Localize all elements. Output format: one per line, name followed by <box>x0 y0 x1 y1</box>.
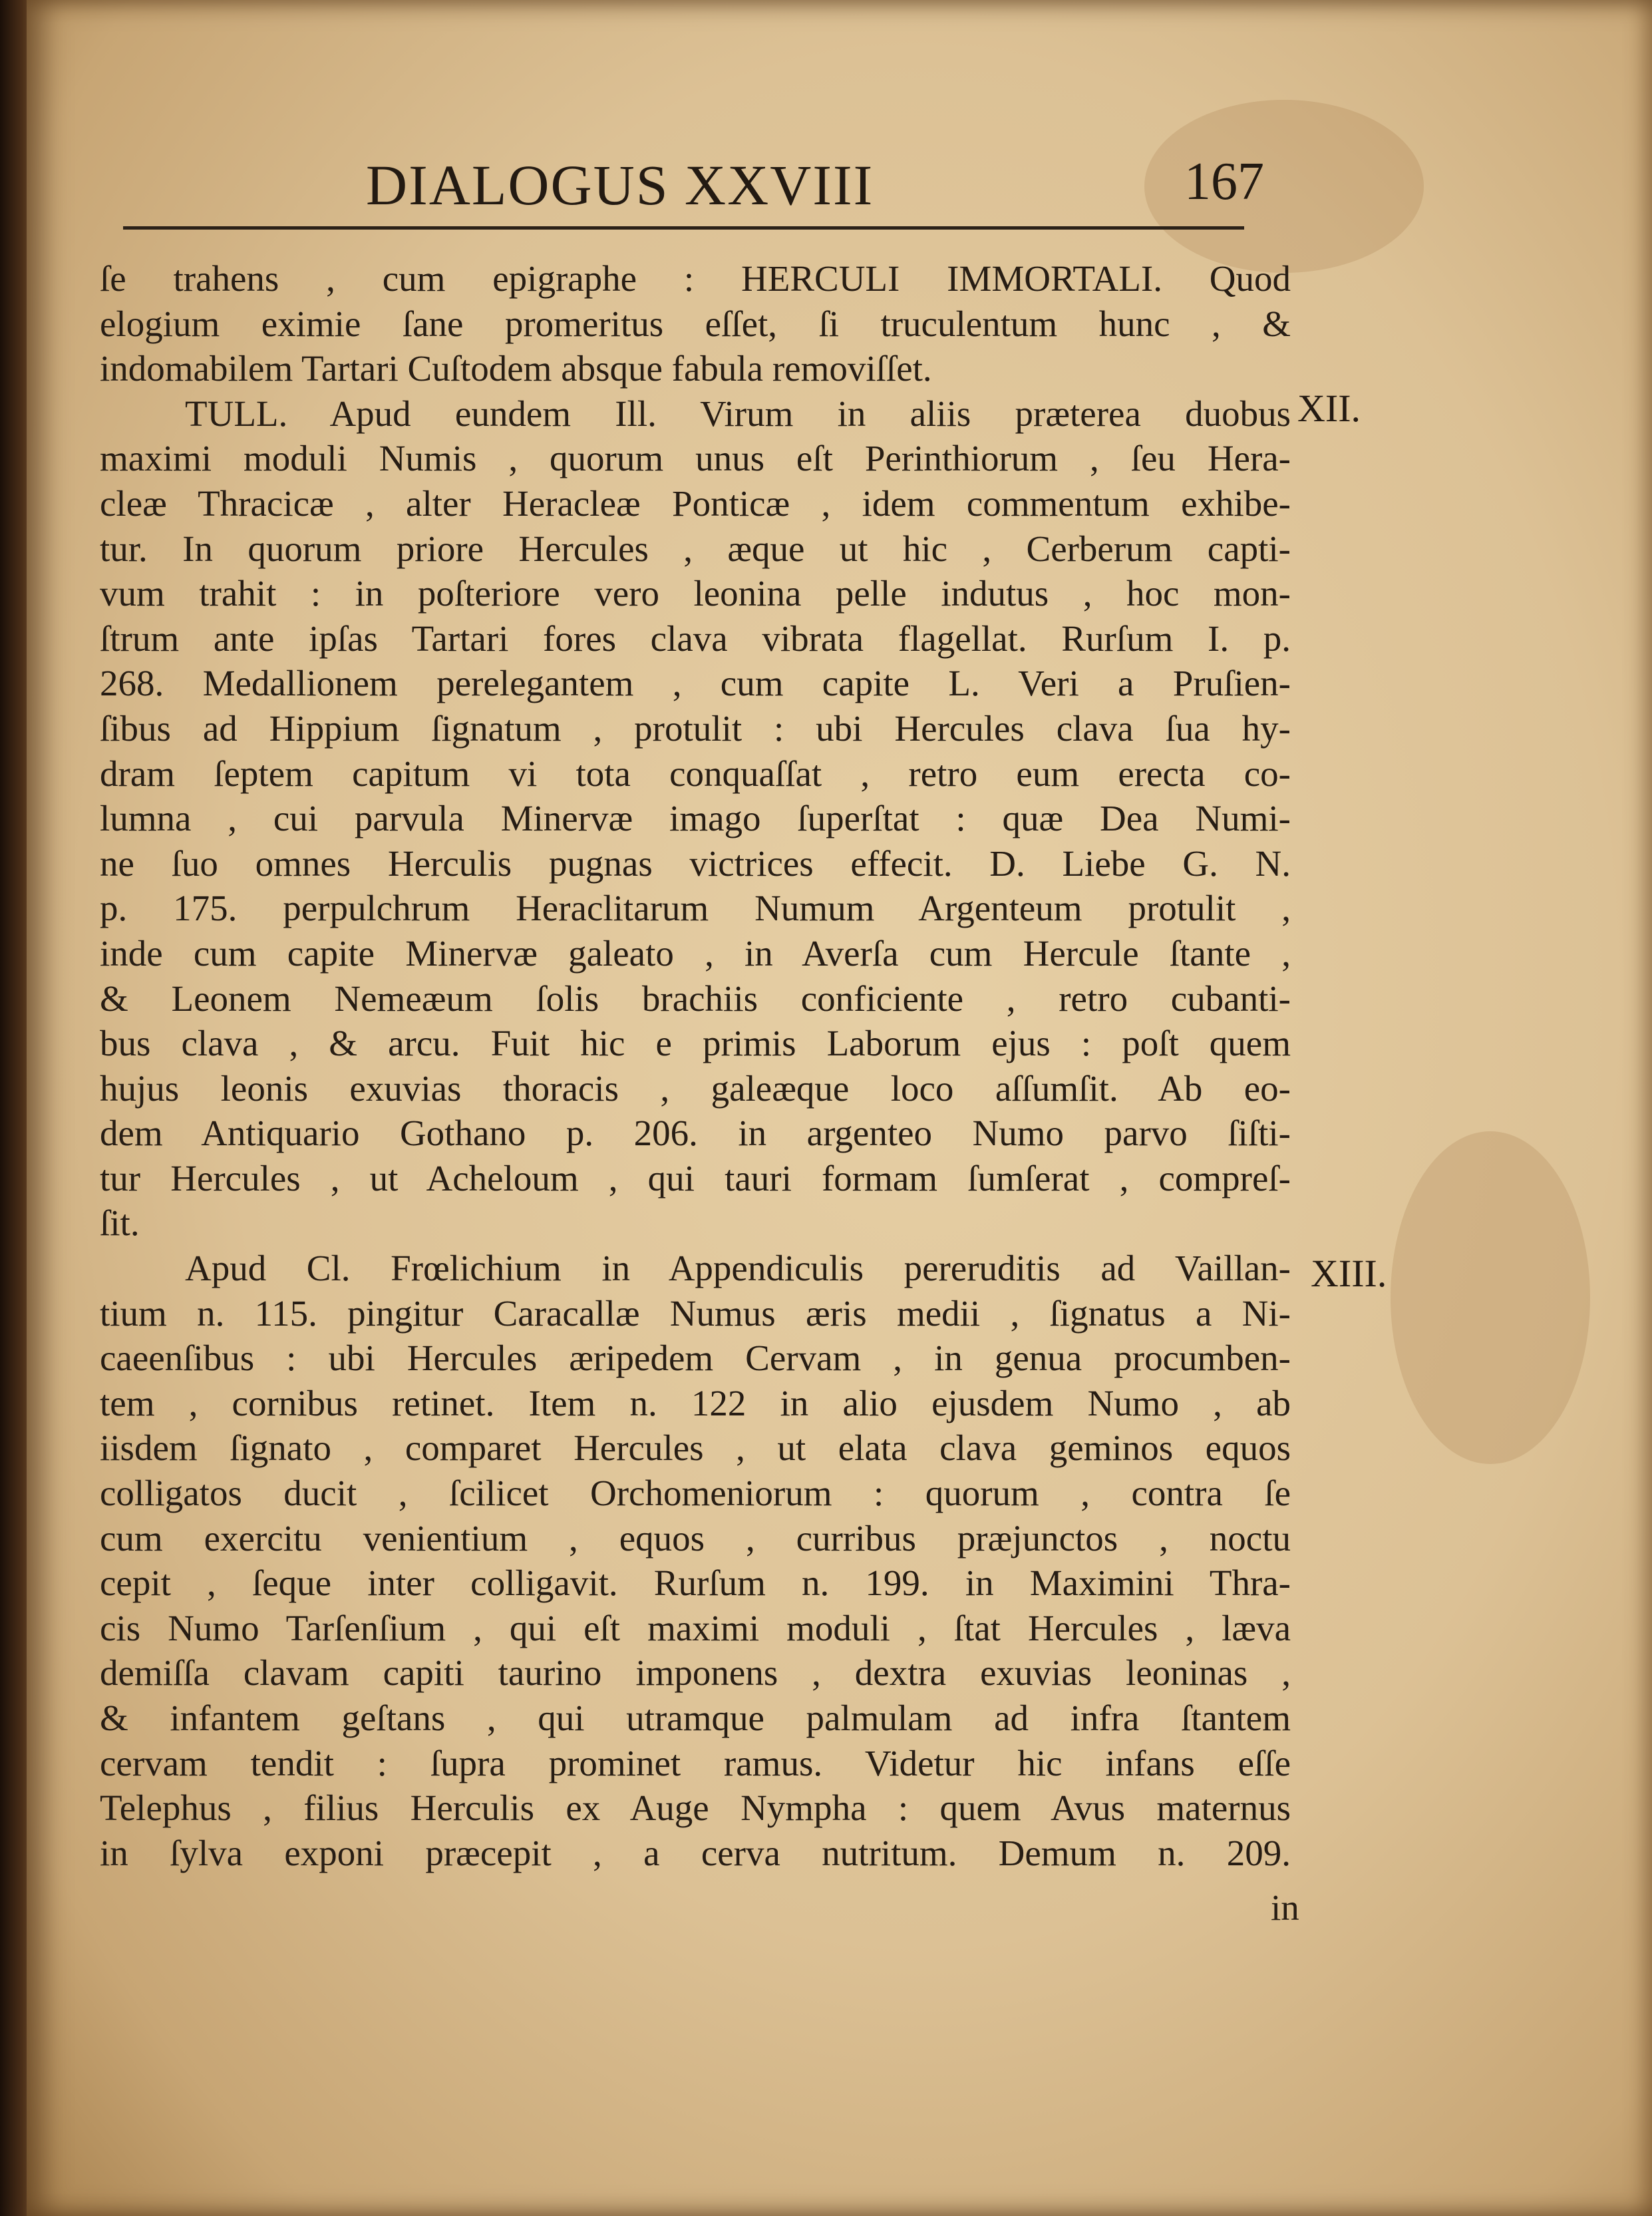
text-line: TULL. Apud eundem Ill. Virum in aliis præterea duobus <box>185 393 1291 434</box>
page-number: 167 <box>1184 152 1264 211</box>
text-line: tem , cornibus retinet. Item n. 122 in alio ejusdem Numo , ab <box>100 1382 1291 1423</box>
text-line: tium n. 115. pingitur Caracallæ Numus æris medii , ſignatus a Ni- <box>100 1292 1291 1334</box>
text-line: cleæ Thracicæ , alter Heracleæ Ponticæ , idem commentum exhibe- <box>100 482 1291 524</box>
body-text <box>100 256 1291 1875</box>
text-line: in ſylva exponi præcepit , a cerva nutritum. Demum n. 209. <box>100 1832 1291 1873</box>
text-line: Telephus , filius Herculis ex Auge Nympha : quem Avus maternus <box>100 1787 1291 1829</box>
text-line: tur Hercules , ut Acheloum , qui tauri formam ſumſerat , compreſ- <box>100 1157 1291 1199</box>
text-line: ſtrum ante ipſas Tartari fores clava vibrata flagellat. Rurſum I. p. <box>100 618 1291 659</box>
text-line: p. 175. perpulchrum Heraclitarum Numum Argenteum protulit , <box>100 888 1291 929</box>
text-line: & Leonem Nemeæum ſolis brachiis conficiente , retro cubanti- <box>100 978 1291 1019</box>
text-line: cervam tendit : ſupra prominet ramus. Videtur hic infans eſſe <box>100 1742 1291 1783</box>
text-line: iisdem ſignato , comparet Hercules , ut elata clava geminos equos <box>100 1427 1291 1469</box>
text-line: elogium eximie ſane promeritus eſſet, ſi truculentum hunc , & <box>100 303 1291 344</box>
text-line: colligatos ducit , ſcilicet Orchomeniorum : quorum , contra ſe <box>100 1473 1291 1514</box>
text-line: vum trahit : in poſteriore vero leonina pelle indutus , hoc mon- <box>100 573 1291 614</box>
text-line: ſe trahens , cum epigraphe : HERCULI IMMORTALI. Quod <box>100 258 1291 299</box>
text-line: ſibus ad Hippium ſignatum , protulit : ubi Hercules clava ſua hy- <box>100 707 1291 749</box>
text-line: tur. In quorum priore Hercules , æque ut hic , Cerberum capti- <box>100 528 1291 569</box>
text-line: cepit , ſeque inter colligavit. Rurſum n. 199. in Maximini Thra- <box>100 1563 1291 1604</box>
text-line: dram ſeptem capitum vi tota conquaſſat , retro eum erecta co- <box>100 753 1291 794</box>
text-line: lumna , cui parvula Minervæ imago ſuperſtat : quæ Dea Numi- <box>100 798 1291 839</box>
text-line: demiſſa clavam capiti taurino imponens , dextra exuvias leoninas , <box>100 1652 1291 1694</box>
text-line: cis Numo Tarſenſium , qui eſt maximi moduli , ſtat Hercules , læva <box>100 1607 1291 1648</box>
header-rule <box>123 226 1244 230</box>
text-line: 268. Medallionem perelegantem , cum capite L. Veri a Pruſien- <box>100 663 1291 704</box>
margin-section-number: XIII. <box>1311 1252 1387 1295</box>
paper-stain <box>1391 1131 1590 1464</box>
text-line: caeenſibus : ubi Hercules æripedem Cervam , in genua procumben- <box>100 1338 1291 1379</box>
text-line: Apud Cl. Frœlichium in Appendiculis pereruditis ad Vaillan- <box>185 1248 1291 1289</box>
text-line: bus clava , & arcu. Fuit hic e primis Laborum ejus : poſt quem <box>100 1023 1291 1064</box>
text-line: & infantem geſtans , qui utramque palmulam ad infra ſtantem <box>100 1698 1291 1738</box>
text-line: ſit. <box>100 1202 140 1244</box>
catchword: in <box>1271 1887 1299 1928</box>
text-line: cum exercitu venientium , equos , curribus præjunctos , noctu <box>100 1517 1291 1559</box>
text-line: indomabilem Tartari Cuſtodem absque fabula removiſſet. <box>100 348 932 389</box>
margin-section-number: XII. <box>1297 387 1361 430</box>
text-line: inde cum capite Minervæ galeato , in Averſa cum Hercule ſtante , <box>100 932 1291 974</box>
text-line: ne ſuo omnes Herculis pugnas victrices effecit. D. Liebe G. N. <box>100 842 1291 884</box>
text-line: dem Antiquario Gothano p. 206. in argenteo Numo parvo ſiſti- <box>100 1113 1291 1154</box>
running-title: DIALOGUS XXVIII <box>366 153 874 217</box>
page-header <box>120 152 1264 225</box>
text-line: maximi moduli Numis , quorum unus eſt Perinthiorum , ſeu Hera- <box>100 438 1291 479</box>
text-line: hujus leonis exuvias thoracis , galeæque loco aſſumſit. Ab eo- <box>100 1067 1291 1109</box>
